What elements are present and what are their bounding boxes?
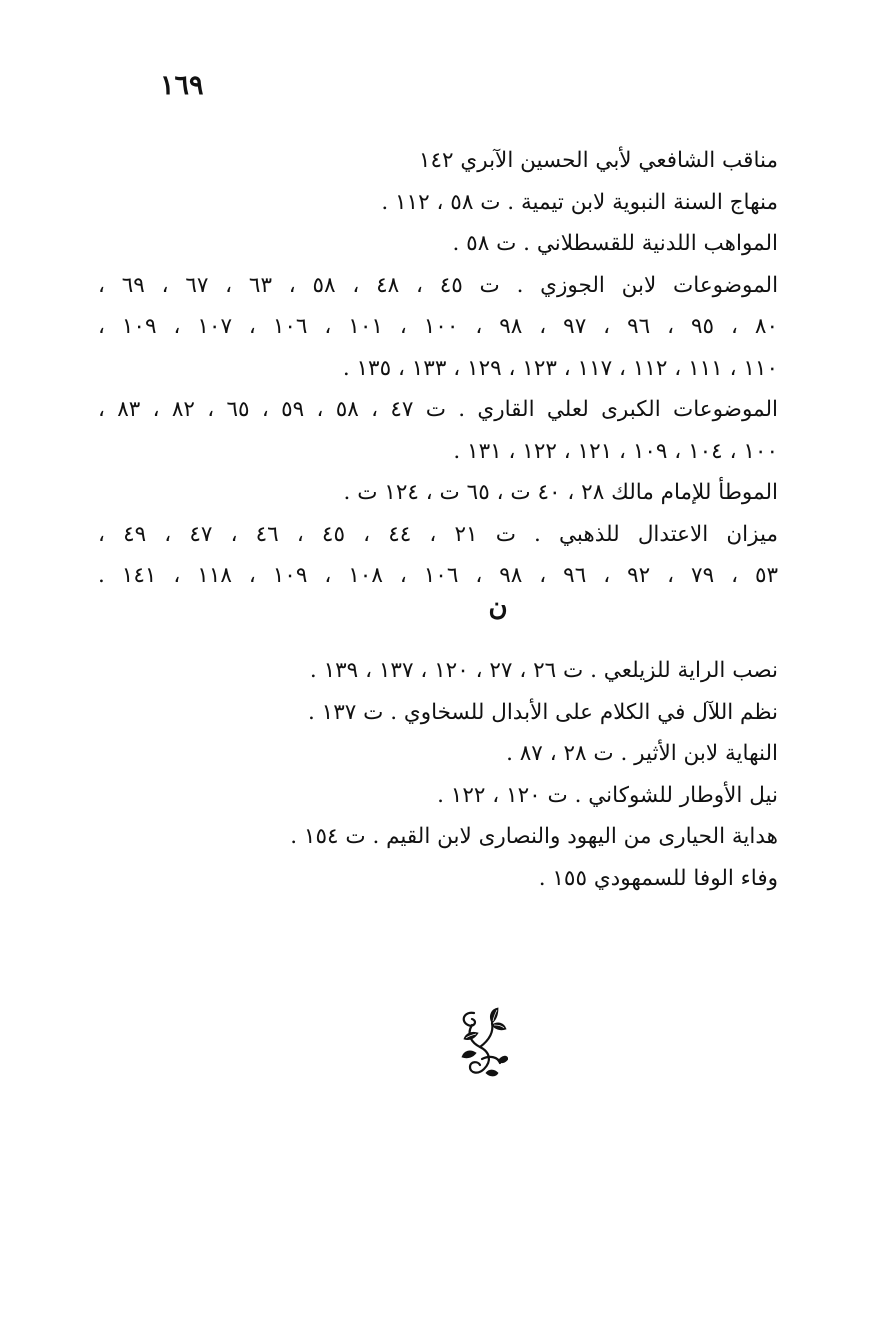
index-entry-line: نصب الراية للزيلعي . ت ٢٦ ، ٢٧ ، ١٢٠ ، ١٣٧ ، ١٣٩ . xyxy=(309,658,778,683)
index-entry-line: ميزان الاعتدال للذهبي . ت ٢١ ، ٤٤ ، ٤٥ ، ٤٦ ، ٤٧ ، ٤٩ ، xyxy=(98,521,778,547)
floral-vine-ornament-icon xyxy=(452,1003,508,1083)
page-number: ١٦٩ xyxy=(160,70,204,101)
section-letter-noon: ن xyxy=(488,592,508,622)
index-entry-line: الموطأ للإمام مالك ٢٨ ، ٤٠ ت ، ٦٥ ت ، ١٢٤ ت . xyxy=(343,480,778,505)
index-entry-line: ٥٣ ، ٧٩ ، ٩٢ ، ٩٦ ، ٩٨ ، ١٠٦ ، ١٠٨ ، ١٠٩ ، ١١٨ ، ١٤١ . xyxy=(98,563,779,588)
index-entry-line: النهاية لابن الأثير . ت ٢٨ ، ٨٧ . xyxy=(506,741,778,766)
index-entry-line: الموضوعات الكبرى لعلي القاري . ت ٤٧ ، ٥٨ ، ٥٩ ، ٦٥ ، ٨٢ ، ٨٣ ، xyxy=(98,397,779,422)
index-entry-line: ٨٠ ، ٩٥ ، ٩٦ ، ٩٧ ، ٩٨ ، ١٠٠ ، ١٠١ ، ١٠٦ ، ١٠٧ ، ١٠٩ ، xyxy=(98,314,779,339)
index-entry-line: مناقب الشافعي لأبي الحسين الآبري ١٤٢ xyxy=(418,148,778,173)
index-entry-line: وفاء الوفا للسمهودي ١٥٥ . xyxy=(538,865,778,891)
index-section-noon xyxy=(98,650,778,899)
index-entry-line: منهاج السنة النبوية لابن تيمية . ت ٥٨ ، ١١٢ . xyxy=(381,189,778,215)
index-entry-line: نظم اللآل في الكلام على الأبدال للسخاوي . ت ١٣٧ . xyxy=(307,699,778,725)
index-entry-line: نيل الأوطار للشوكاني . ت ١٢٠ ، ١٢٢ . xyxy=(437,782,778,808)
index-entry-line: المواهب اللدنية للقسطلاني . ت ٥٨ . xyxy=(452,231,778,256)
index-entry-line: ١١٠ ، ١١١ ، ١١٢ ، ١١٧ ، ١٢٣ ، ١٢٩ ، ١٣٣ ، ١٣٥ . xyxy=(342,355,778,381)
index-entry-line: ١٠٠ ، ١٠٤ ، ١٠٩ ، ١٢١ ، ١٢٢ ، ١٣١ . xyxy=(453,438,778,464)
index-entry-line: الموضوعات لابن الجوزي . ت ٤٥ ، ٤٨ ، ٥٨ ، ٦٣ ، ٦٧ ، ٦٩ ، xyxy=(98,272,779,298)
index-section-meem xyxy=(98,140,778,597)
index-entry-line: هداية الحيارى من اليهود والنصارى لابن القيم . ت ١٥٤ . xyxy=(290,824,778,849)
